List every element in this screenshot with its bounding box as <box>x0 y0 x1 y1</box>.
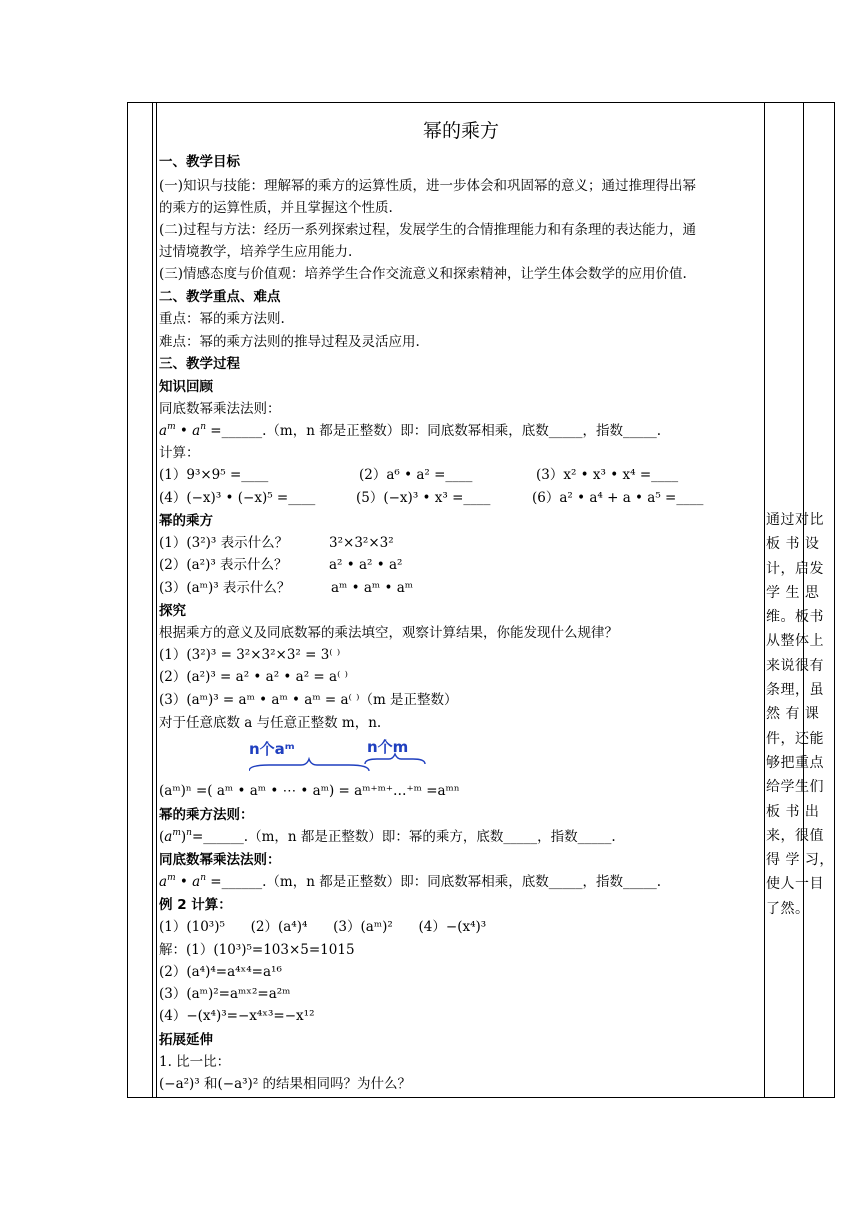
section-heading: 三、教学过程 <box>159 356 240 372</box>
extension-line: (−a²)³ 和(−a³)² 的结果相同吗？为什么？ <box>159 1076 412 1092</box>
side-note-line: 通过对比 <box>766 512 824 528</box>
rule-line: $(a^m)^n=\_\_\_\_\_\_.(m$，n 都是正整数）即：幂的乘方，底数_____，指数_____. <box>159 828 616 845</box>
column-divider <box>764 103 765 1097</box>
difficult-point: 难点：幂的乘方法则的推导过程及灵活应用. <box>159 334 420 350</box>
subheading: 例 2 计算： <box>159 897 232 913</box>
page-title: 幂的乘方 <box>422 120 499 142</box>
side-note-line: 使人一目 <box>766 876 824 893</box>
side-note-line: 然 有 课 <box>766 706 820 723</box>
side-note <box>766 508 836 921</box>
side-note-line: 从整体上 <box>766 633 824 650</box>
side-note-line: 来，很值 <box>766 827 824 844</box>
explore-intro: 根据乘方的意义及同底数幂的乘法填空，观察计算结果，你能发现什么规律？ <box>159 625 618 641</box>
exercise: (6）a² • a⁴ + a • a⁵ =____ <box>532 490 704 506</box>
exercise: (3）x² • x³ • x⁴ =____ <box>536 467 679 483</box>
subheading: 同底数幂乘法法则： <box>159 852 281 868</box>
side-note-line: 来说很有 <box>766 657 824 674</box>
objective-line: 的乘方的运算性质，并且掌握这个性质. <box>159 200 393 216</box>
subheading: 知识回顾 <box>159 379 213 395</box>
explore-line: (2）(a²)³ = a² • a² • a² = a⁽ ⁾ <box>159 669 348 685</box>
side-note-line: 件，还能 <box>766 730 824 747</box>
brace-1 <box>249 759 369 771</box>
objective-line: (一)知识与技能：理解幂的乘方的运算性质，进一步体会和巩固幂的意义；通过推理得出幂 <box>159 178 697 194</box>
side-note-line: 给学生们 <box>766 779 824 796</box>
extension-line: 1. 比一比： <box>159 1054 231 1070</box>
side-note-line: 维。板书 <box>766 609 824 626</box>
rule-label: 同底数幂乘法法则： <box>159 401 281 417</box>
side-note-line: 得 学 习， <box>766 852 834 869</box>
example-answer: (3）(aᵐ)²=aᵐˣ²=a²ᵐ <box>159 986 291 1002</box>
objective-line: (三)情感态度与价值观：培养学生合作交流意义和探索精神，让学生体会数学的应用价值. <box>159 266 687 282</box>
calc-label: 计算： <box>159 445 200 461</box>
exercise: (5）(−x)³ • x³ =____ <box>356 490 491 506</box>
section-heading: 一、教学目标 <box>159 154 240 170</box>
rule-line: $a^m$ • $a^n$ =______.（m，n 都是正整数）即：同底数幂相乘，底数_____，指数_____. <box>159 422 661 439</box>
side-note-line: 条理，虽 <box>766 682 824 699</box>
exercise: (1）9³×9⁵ =____ <box>159 467 269 483</box>
brace-label-2: n个m <box>367 738 409 756</box>
side-note-line: 板 书 出 <box>766 803 820 820</box>
example-answer: (2）(a⁴)⁴=a⁴ˣ⁴=a¹⁶ <box>159 964 282 980</box>
exercise: (2）a⁶ • a² =____ <box>359 467 473 483</box>
side-note-line: 板 书 设 <box>766 536 820 553</box>
subheading: 拓展延伸 <box>159 1032 213 1048</box>
example-answer: 解：(1）(10³)⁵=103×5=1015 <box>159 942 355 958</box>
column-divider <box>152 103 153 1097</box>
section-heading: 二、教学重点、难点 <box>159 289 281 305</box>
subheading: 探究 <box>159 603 186 619</box>
exercise: (4）(−x)³ • (−x)⁵ =____ <box>159 490 316 506</box>
side-note-line: 了然。 <box>766 900 810 917</box>
subheading: 幂的乘方 <box>159 513 213 529</box>
any-statement: 对于任意底数 a 与任意正整数 m，n. <box>159 715 382 731</box>
brace-label-1: n个aᵐ <box>249 740 295 758</box>
objective-line: 过情境教学，培养学生应用能力. <box>159 244 353 260</box>
example-answer: (4）−(x⁴)³=−x⁴ˣ³=−x¹² <box>159 1008 315 1024</box>
formula: (aᵐ)ⁿ =( aᵐ • aᵐ • ⋯ • aᵐ) = aᵐ⁺ᵐ⁺…⁺ᵐ =aᵐⁿ <box>159 783 460 799</box>
side-note-line: 计，启发 <box>766 560 824 577</box>
objective-line: (二)过程与方法：经历一系列探索过程，发展学生的合情推理能力和有条理的表达能力，通 <box>159 222 697 238</box>
explore-line: (1）(3²)³ = 3²×3²×3² = 3⁽ ⁾ <box>159 647 341 663</box>
column-divider <box>156 103 157 1097</box>
side-note-line: 够把重点 <box>766 754 824 771</box>
brace-diagram <box>249 738 469 778</box>
side-note-line: 学 生 思 <box>766 584 820 601</box>
explore-line: (3）(aᵐ)³ = aᵐ • aᵐ • aᵐ = a⁽ ⁾（m 是正整数） <box>159 692 458 708</box>
rule-line: $a^m$ • $a^n$ =______.（m，n 都是正整数）即：同底数幂相乘，底数_____，指数_____. <box>159 873 661 890</box>
subheading: 幂的乘方法则： <box>159 807 254 823</box>
example-questions: (1）(10³)⁵ (2）(a⁴)⁴ (3）(aᵐ)² (4）−(x⁴)³ <box>159 919 487 935</box>
key-point: 重点：幂的乘方法则. <box>159 311 285 327</box>
